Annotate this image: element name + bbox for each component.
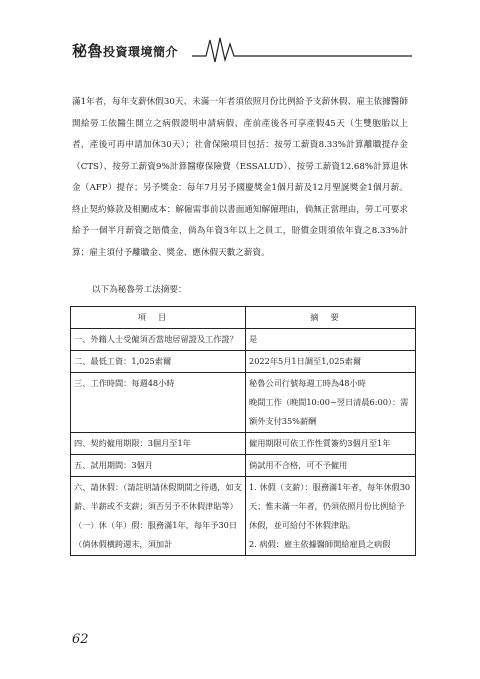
labor-law-table xyxy=(70,306,416,556)
row-summary-cell: 是 xyxy=(246,329,416,351)
row-summary-cell: 1. 休假（支薪）：服務滿1年者，每年休假30天；惟未滿一年者，仍須依照月份比例給予休假，並可給付不休假津貼。 2. 病假：雇主依據醫師開給雇員之病假 xyxy=(246,477,416,556)
row-item-cell: 三、工作時間：每週48小時 xyxy=(71,373,246,433)
row-item-cell: 五、試用期間：3個月 xyxy=(71,455,246,477)
book-title-sub: 投資環境簡介 xyxy=(103,45,179,59)
table-row xyxy=(71,433,416,455)
row-item-cell: 六、請休假：（請註明請休假期間之待遇，如支薪、半薪或不支薪；須否另予不休假津貼等） （一）休（年）假：服務滿1年，每年予30日（倘休假橫跨週末，須加計 xyxy=(71,477,246,556)
running-header xyxy=(72,34,412,64)
row-summary-cell: 僱用期限可依工作性質簽約3個月至1年 xyxy=(246,433,416,455)
row-item-cell: 四、契約僱用期限：3個月至1年 xyxy=(71,433,246,455)
row-item-cell: 一、外籍人士受僱須否當地居留證及工作證？ xyxy=(71,329,246,351)
table-row xyxy=(71,329,416,351)
table-intro: 以下為秘魯勞工法摘要： xyxy=(92,285,187,295)
column-header-summary: 摘要 xyxy=(246,307,416,329)
page-number: 62 xyxy=(72,632,89,647)
column-header-item: 項目 xyxy=(71,307,246,329)
table-row xyxy=(71,455,416,477)
table-row xyxy=(71,477,416,556)
row-summary-cell: 2022年5月1日調至1,025索爾 xyxy=(246,351,416,373)
heartbeat-line-icon xyxy=(192,34,412,64)
row-summary-cell: 秘魯公司行號每週工時為48小時 晚間工作（晚間10:00~翌日清晨6:00）：需額外支付35%薪酬 xyxy=(246,373,416,433)
book-title-main: 秘魯 xyxy=(72,42,104,60)
body-paragraph: 滿1年者，每年支薪休假30天、未滿一年者須依照月份比例給予支薪休假、雇主依據醫師開給勞工依醫生開立之病假證明申請病假、產前產後各可享產假45天（生雙胞胎以上者，產後可再申請加休30天）；社會保險項目包括：按勞工薪資8.33%計算離職提存金（CTS）、按勞工薪資9%計算醫療保險費（ESSALUD）、按勞工薪資12.68%計算退休金（AFP）提存；另予獎金：每年7月另予國慶獎金1個月薪及12月聖誕獎金1個月薪。終止契約條款及相關成本：解僱需事前以書面通知解僱理由，倘無正當理由，勞工可要求給予一個半月薪資之賠償金，倘為年資3年以上之員工，賠償金則須依年資之8.33%計算；雇主須付予離職金、獎金、應休假天數之薪資。 xyxy=(72,97,408,258)
table-row xyxy=(71,373,416,433)
table-header-row xyxy=(71,307,416,329)
book-title xyxy=(72,40,178,61)
row-item-cell: 二、最低工資：1,025索爾 xyxy=(71,351,246,373)
row-summary-cell: 倘試用不合格，可不予僱用 xyxy=(246,455,416,477)
table-row xyxy=(71,351,416,373)
